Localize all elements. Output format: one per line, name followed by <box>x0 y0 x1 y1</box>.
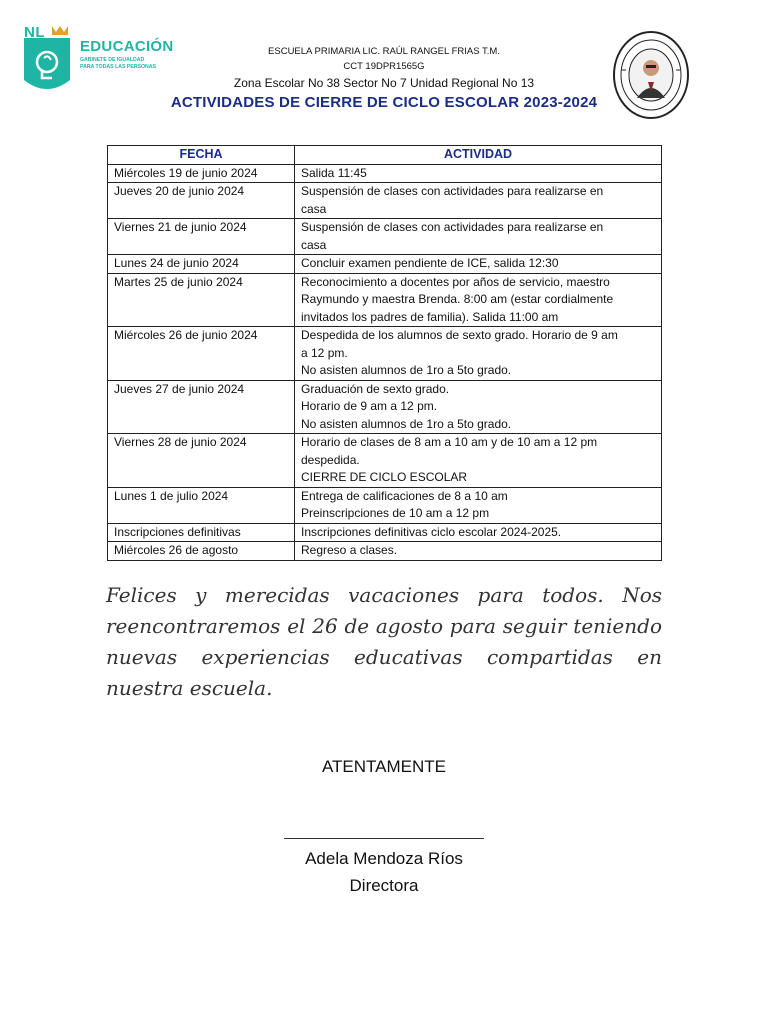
activity-line: No asisten alumnos de 1ro a 5to grado. <box>301 363 512 377</box>
table-row <box>108 542 662 561</box>
activity-line: Suspensión de clases con actividades para realizarse en <box>301 184 604 198</box>
activity-line: Horario de clases de 8 am a 10 am y de 10 am a 12 pm <box>301 435 598 449</box>
activity-line: casa <box>301 201 327 216</box>
cell-actividad <box>295 183 662 219</box>
school-seal-icon <box>612 30 690 120</box>
education-label: EDUCACIÓN <box>80 38 174 55</box>
table-row <box>108 164 662 183</box>
cell-actividad <box>295 164 662 183</box>
activity-line: Suspensión de clases con actividades para realizarse en <box>301 220 604 234</box>
cell-fecha: Viernes 21 de junio 2024 <box>108 219 295 255</box>
activity-line: despedida. <box>301 452 360 467</box>
activity-line: Reconocimiento a docentes por años de servicio, maestro <box>301 274 610 289</box>
activity-line: Concluir examen pendiente de ICE, salida 12:30 <box>301 256 559 270</box>
column-header-fecha: FECHA <box>108 146 295 165</box>
farewell-message: Felices y merecidas vacaciones para todos. Nos reencontraremos el 26 de agosto para seguir teniendo nuevas experiencias educativas compartidas en nuestra escuela. <box>106 583 662 700</box>
cell-actividad <box>295 434 662 488</box>
subtitle-line: GABINETE DE IGUALDAD <box>80 57 145 63</box>
activities-table <box>107 145 662 561</box>
column-header-actividad: ACTIVIDAD <box>295 146 662 165</box>
cell-fecha: Inscripciones definitivas <box>108 523 295 542</box>
cell-fecha: Jueves 27 de junio 2024 <box>108 380 295 434</box>
table-row <box>108 183 662 219</box>
activity-line: casa <box>301 237 327 252</box>
cell-fecha: Lunes 1 de julio 2024 <box>108 487 295 523</box>
activity-line: No asisten alumnos de 1ro a 5to grado. <box>301 416 512 431</box>
activity-line: Regreso a clases. <box>301 543 398 557</box>
activity-line: Despedida de los alumnos de sexto grado. Horario de 9 am <box>301 328 618 342</box>
nl-label: NL <box>24 24 45 41</box>
cell-actividad <box>295 523 662 542</box>
table-row <box>108 487 662 523</box>
activity-line: Raymundo y maestra Brenda. 8:00 am (estar cordialmente <box>301 292 614 306</box>
signature-line <box>284 838 484 839</box>
cell-actividad <box>295 219 662 255</box>
activity-line: Horario de 9 am a 12 pm. <box>301 399 438 413</box>
table-row <box>108 523 662 542</box>
cell-fecha: Jueves 20 de junio 2024 <box>108 183 295 219</box>
document-title: ACTIVIDADES DE CIERRE DE CICLO ESCOLAR 2023-2024 <box>170 94 598 111</box>
cell-fecha: Miércoles 26 de junio 2024 <box>108 327 295 381</box>
activity-line: invitados los padres de familia). Salida 11:00 am <box>301 309 559 324</box>
activity-line: CIERRE DE CICLO ESCOLAR <box>301 470 468 484</box>
activity-line: Preinscripciones de 10 am a 12 pm <box>301 506 490 520</box>
table-header-row <box>108 146 662 165</box>
table-body <box>108 164 662 560</box>
cell-fecha: Miércoles 26 de agosto <box>108 542 295 561</box>
activity-line: Entrega de calificaciones de 8 a 10 am <box>301 488 508 503</box>
signer-name: Adela Mendoza Ríos <box>305 849 463 868</box>
cell-actividad <box>295 380 662 434</box>
cell-fecha: Lunes 24 de junio 2024 <box>108 255 295 274</box>
table-row <box>108 219 662 255</box>
cell-actividad <box>295 273 662 327</box>
school-zone: Zona Escolar No 38 Sector No 7 Unidad Regional No 13 <box>233 76 535 90</box>
table-row <box>108 380 662 434</box>
cell-fecha: Viernes 28 de junio 2024 <box>108 434 295 488</box>
activity-line: Inscripciones definitivas ciclo escolar 2024-2025. <box>301 524 562 539</box>
cell-fecha: Martes 25 de junio 2024 <box>108 273 295 327</box>
cell-actividad <box>295 255 662 274</box>
table-row <box>108 255 662 274</box>
subtitle-line: PARA TODAS LAS PERSONAS <box>80 63 156 70</box>
closing-text: ATENTAMENTE <box>321 757 447 776</box>
school-name: ESCUELA PRIMARIA LIC. RAÚL RANGEL FRIAS T.M. <box>268 46 500 57</box>
cell-fecha: Miércoles 19 de junio 2024 <box>108 164 295 183</box>
cell-actividad <box>295 542 662 561</box>
table-row <box>108 273 662 327</box>
cell-actividad <box>295 327 662 381</box>
signer-role: Directora <box>349 876 419 895</box>
school-cct: CCT 19DPR1565G <box>343 61 425 72</box>
activity-line: a 12 pm. <box>301 345 348 360</box>
table-row <box>108 327 662 381</box>
table-row <box>108 434 662 488</box>
activity-line: Graduación de sexto grado. <box>301 381 450 396</box>
cell-actividad <box>295 487 662 523</box>
activity-line: Salida 11:45 <box>301 165 367 180</box>
